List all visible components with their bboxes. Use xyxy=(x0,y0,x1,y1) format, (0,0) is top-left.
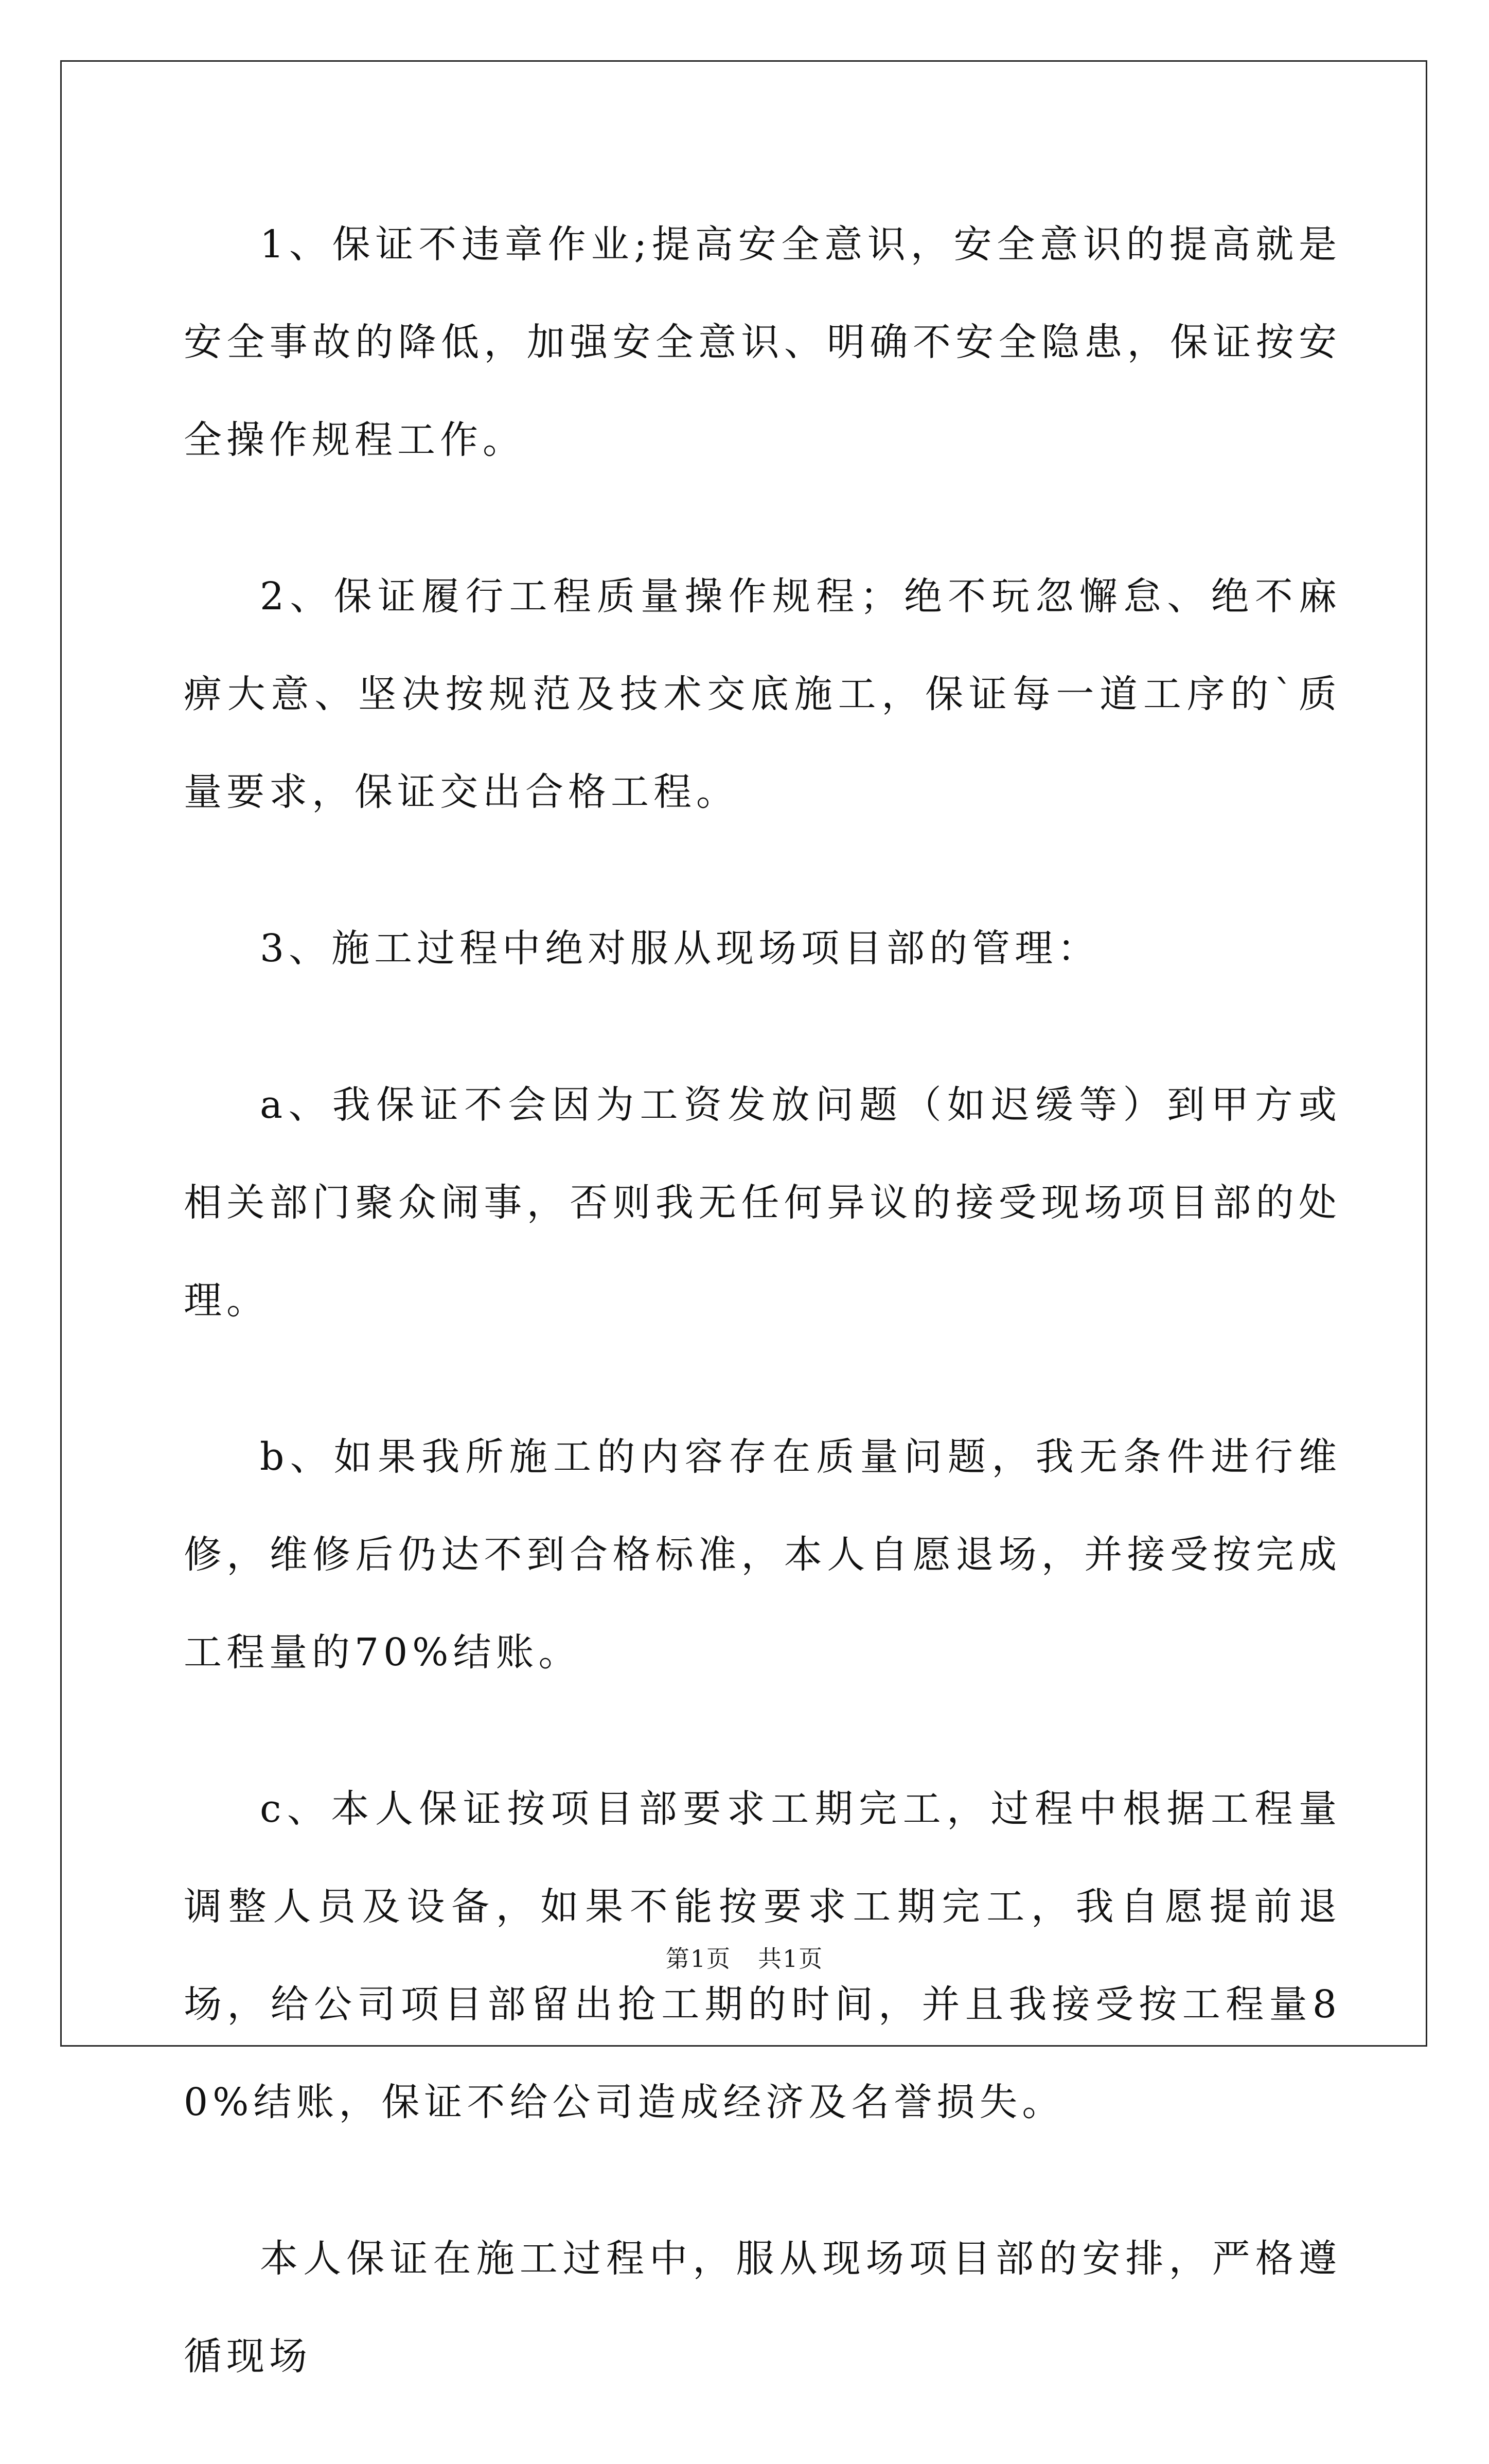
paragraph-item-c: c、本人保证按项目部要求工期完工，过程中根据工程量调整人员及设备，如果不能按要求工期完工，我自愿提前退场，给公司项目部留出抢工期的时间，并且我接受按工程量80%结账，保证不给公司造成经济及名誉损失。 xyxy=(184,1787,1341,2124)
paragraph-item-b: b、如果我所施工的内容存在质量问题，我无条件进行维修，维修后仍达不到合格标准，本人自愿退场，并接受按完成工程量的70%结账。 xyxy=(184,1435,1341,1675)
paragraph-quality: 2、保证履行工程质量操作规程；绝不玩忽懈怠、绝不麻痹大意、坚决按规范及技术交底施工，保证每一道工序的`质量要求，保证交出合格工程。 xyxy=(184,574,1341,814)
document-body xyxy=(184,196,1341,2464)
paragraph-safety: 1、保证不违章作业;提高安全意识，安全意识的提高就是安全事故的降低，加强安全意识、明确不安全隐患，保证按安全操作规程工作。 xyxy=(184,222,1341,462)
paragraph-closing: 本人保证在施工过程中，服从现场项目部的安排，严格遵循现场 xyxy=(184,2237,1341,2379)
page-number-current: 第1页 xyxy=(665,1945,731,1973)
paragraph-item-a: a、我保证不会因为工资发放问题（如迟缓等）到甲方或相关部门聚众闹事，否则我无任何异议的接受现场项目部的处理。 xyxy=(184,1083,1341,1323)
paragraph-management: 3、施工过程中绝对服从现场项目部的管理： xyxy=(260,926,1101,971)
page-footer xyxy=(0,1940,1489,1974)
page-number-total: 共1页 xyxy=(758,1945,824,1973)
